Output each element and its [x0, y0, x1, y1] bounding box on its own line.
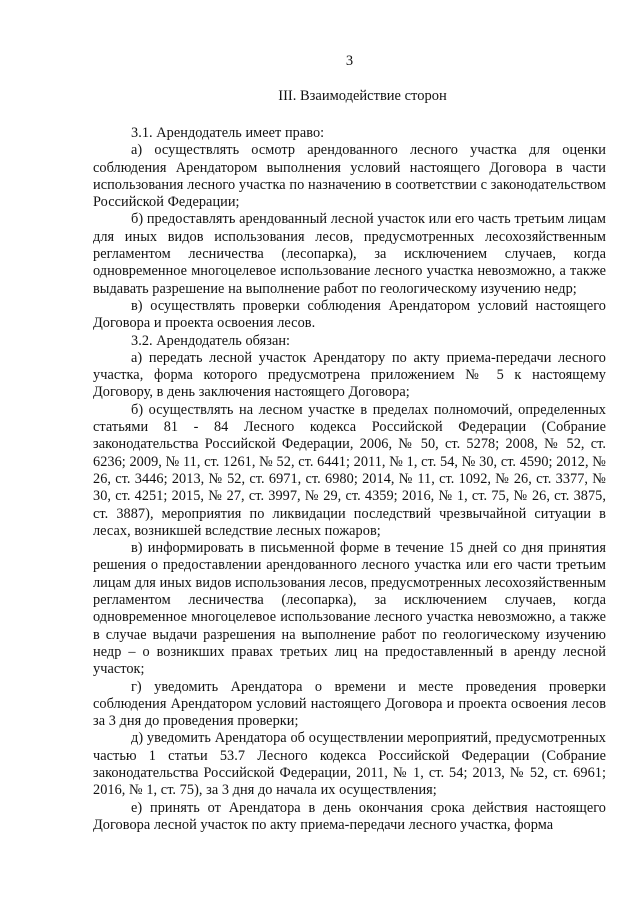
paragraph-3-1-b: б) предоставлять арендованный лесной участок или его часть третьим лицам для иных видов использования лесов, предусмотренных лесохозяйственным регламентом лесничества (лесопарка), за исключением случаев, когда одновременное многоцелевое использование лесного участка невозможно, а также выдавать разрешение на выполнение работ по геологическому изучению недр;	[93, 211, 606, 297]
paragraph-3-2-g: г) уведомить Арендатора о времени и месте проведения проверки соблюдения Арендатором условий настоящего Договора и проекта освоения лесов за 3 дня до проведения проверки;	[93, 678, 606, 730]
paragraph-3-2-b: б) осуществлять на лесном участке в пределах полномочий, определенных статьями 81 - 84 Лесного кодекса Российской Федерации (Собрание законодательства Российской Федерации, 2006, № 50, ст. 5278; 2008, № 52, ст. 6236; 2009, № 11, ст. 1261, № 52, ст. 6441; 2011, № 1, ст. 54, № 30, ст. 4590; 2012, № 26, ст. 3446; 2013, № 52, ст. 6971, ст. 6980; 2014, № 11, ст. 1092, № 26, ст. 3377, № 30, ст. 4251; 2015, № 27, ст. 3997, № 29, ст. 4359; 2016, № 1, ст. 75, № 26, ст. 3875, ст. 3887), мероприятия по ликвидации последствий чрезвычайной ситуации в лесах, возникшей вследствие лесных пожаров;	[93, 401, 606, 539]
page-number: 3	[345, 53, 354, 69]
paragraph-3-1-a: а) осуществлять осмотр арендованного лесного участка для оценки соблюдения Арендатором выполнения условий настоящего Договора в части использования лесного участка по назначению в соответствии с законодательством Российской Федерации;	[93, 142, 606, 211]
paragraph-3-2-heading: 3.2. Арендодатель обязан:	[131, 332, 291, 349]
section-title: III. Взаимодействие сторон	[278, 88, 447, 104]
paragraph-3-1-heading: 3.1. Арендодатель имеет право:	[131, 125, 325, 141]
paragraph-3-2-v: в) информировать в письменной форме в течение 15 дней со дня принятия решения о предоставлении арендованного лесного участка или его части третьим лицам для иных видов использования лесов, предусмотренных лесохозяйственным регламентом лесничества (лесопарка), за исключением случаев, когда одновременное многоцелевое использование лесного участка невозможно, а также в случае выдачи разрешения на выполнение работ по геологическому изучению недр – о возникших правах третьих лиц на предоставленный в аренду лесной участок;	[93, 540, 606, 678]
paragraph-3-2-e: е) принять от Арендатора в день окончания срока действия настоящего Договора лесной участок по акту приема-передачи лесного участка, форма	[93, 799, 606, 833]
paragraph-3-2-d: д) уведомить Арендатора об осуществлении мероприятий, предусмотренных частью 1 статьи 53.7 Лесного кодекса Российской Федерации (Собрание законодательства Российской Федерации, 2011, № 1, ст. 54; 2013, № 52, ст. 6961; 2016, № 1, ст. 75), за 3 дня до начала их осуществления;	[93, 730, 606, 799]
paragraph-3-1-v: в) осуществлять проверки соблюдения Арендатором условий настоящего Договора и проекта освоения лесов.	[93, 297, 606, 332]
paragraph-3-2-a: а) передать лесной участок Арендатору по акту приема-передачи лесного участка, форма которого предусмотрена приложением № 5 к настоящему Договору, в день заключения настоящего Договора;	[93, 349, 606, 401]
